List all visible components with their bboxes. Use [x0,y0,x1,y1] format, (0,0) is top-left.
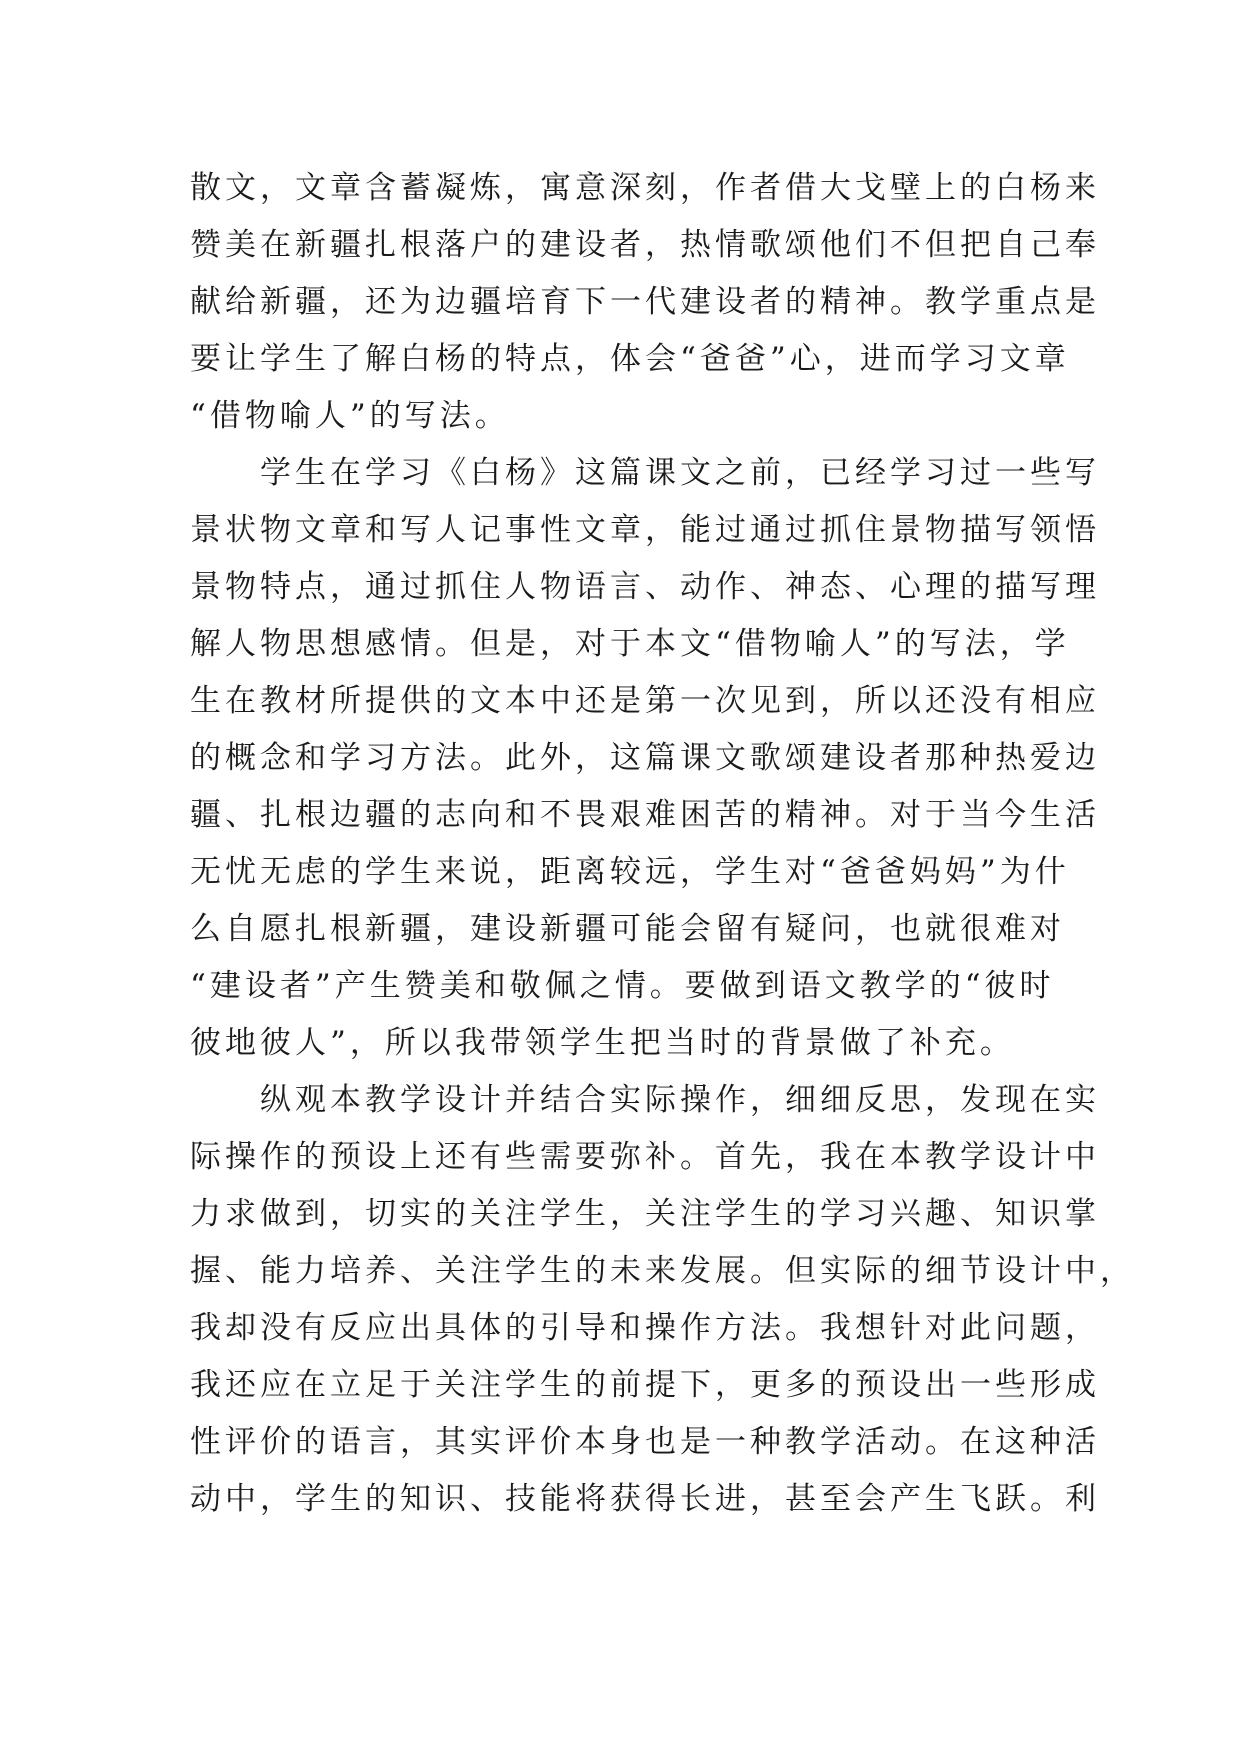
paragraph-2-line-10: “建设者”产生赞美和敬佩之情。要做到语文教学的“彼时 [190,968,1055,1004]
paragraph-2-line-7: 疆、扎根边疆的志向和不畏艰难困苦的精神。对于当今生活 [190,797,1100,833]
paragraph-1-line-2: 赞美在新疆扎根落户的建设者，热情歌颂他们不但把自己奉 [190,227,1100,263]
paragraph-1-line-4: 要让学生了解白杨的特点，体会“爸爸”心，进而学习文章 [190,341,1070,377]
paragraph-2-line-5: 生在教材所提供的文本中还是第一次见到，所以还没有相应 [190,683,1100,719]
paragraph-1-line-1: 散文，文章含蓄凝炼，寓意深刻，作者借大戈壁上的白杨来 [190,170,1100,206]
paragraph-1-line-5: “借物喻人”的写法。 [190,398,510,434]
paragraph-3-line-4: 握、能力培养、关注学生的未来发展。但实际的细节设计中， [190,1253,1135,1289]
paragraph-2-line-1: 学生在学习《白杨》这篇课文之前，已经学习过一些写 [260,455,1100,491]
paragraph-3-line-1: 纵观本教学设计并结合实际操作，细细反思，发现在实 [260,1082,1100,1118]
paragraph-3-line-6: 我还应在立足于关注学生的前提下，更多的预设出一些形成 [190,1367,1100,1403]
paragraph-2-line-9: 么自愿扎根新疆，建设新疆可能会留有疑问，也就很难对 [190,911,1065,947]
paragraph-2-line-4: 解人物思想感情。但是，对于本文“借物喻人”的写法，学 [190,626,1070,662]
paragraph-2-line-8: 无忧无虑的学生来说，距离较远，学生对“爸爸妈妈”为什 [190,854,1070,890]
paragraph-3-line-8: 动中，学生的知识、技能将获得长进，甚至会产生飞跃。利 [190,1481,1100,1517]
paragraph-2-line-6: 的概念和学习方法。此外，这篇课文歌颂建设者那种热爱边 [190,740,1100,776]
paragraph-1-line-3: 献给新疆，还为边疆培育下一代建设者的精神。教学重点是 [190,284,1100,320]
paragraph-3-line-3: 力求做到，切实的关注学生，关注学生的学习兴趣、知识掌 [190,1196,1100,1232]
body-text [190,160,1135,1528]
paragraph-3-line-5: 我却没有反应出具体的引导和操作方法。我想针对此问题， [190,1310,1100,1346]
paragraph-2-line-2: 景状物文章和写人记事性文章，能过通过抓住景物描写领悟 [190,512,1100,548]
paragraph-3-line-2: 际操作的预设上还有些需要弥补。首先，我在本教学设计中 [190,1139,1100,1175]
paragraph-2-line-3: 景物特点，通过抓住人物语言、动作、神态、心理的描写理 [190,569,1100,605]
paragraph-2-line-11: 彼地彼人”，所以我带领学生把当时的背景做了补充。 [190,1025,1015,1061]
paragraph-3-line-7: 性评价的语言，其实评价本身也是一种教学活动。在这种活 [190,1424,1100,1460]
